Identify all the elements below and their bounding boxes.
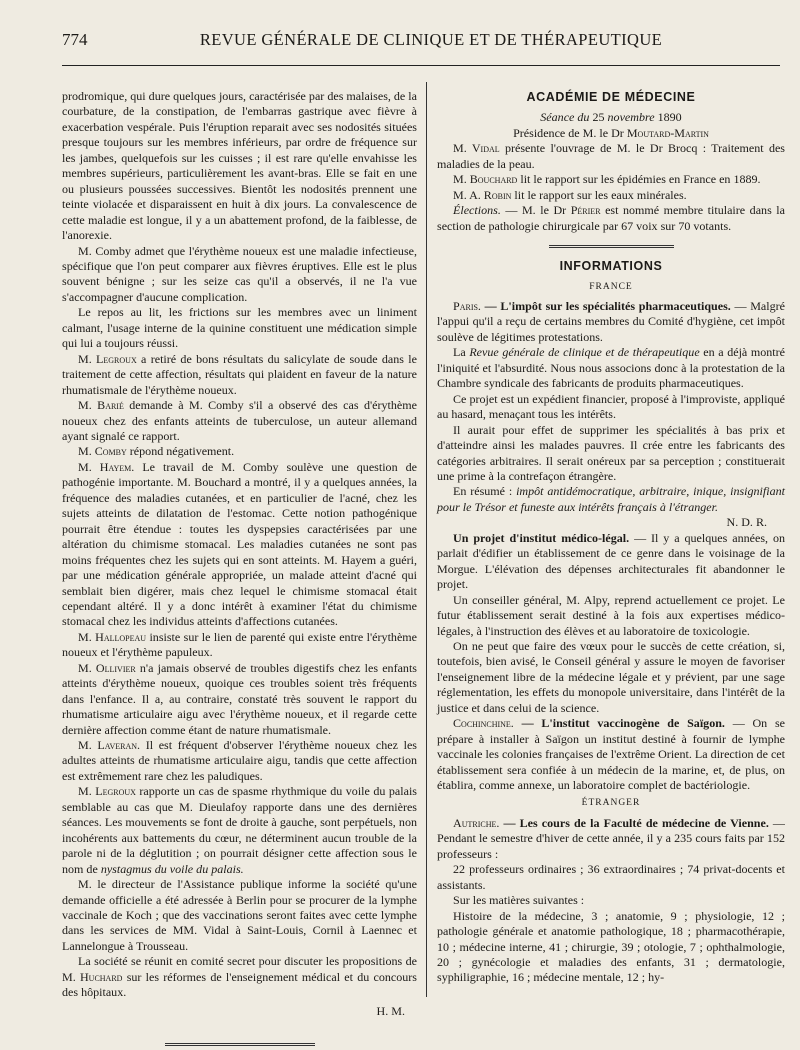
paragraph: [62, 630, 417, 661]
summary-italic: impôt antidémocratique, arbitraire, inique, insignifiant pour le Trésor et funeste aux intérêts français à l'étranger.: [437, 484, 785, 514]
paragraph-text: — Il y a quelques années, on parlait d'édifier un établissement de ce genre dans le voisinage de la Morgue. L'élévation des dépenses architecturales fit abandonner le projet.: [437, 530, 786, 592]
paragraph: [437, 299, 785, 345]
paragraph: M. le directeur de l'Assistance publique informe la société qu'une demande officielle a été adressée à Berlin pour se procurer de la lymphe vaccinale de Koch ; que des vaccinations seront faites avec cette lymphe dans les services de MM. Vidal à Saint-Louis, Cornil à Laennec et Lannelongue à Trousseau.: [62, 877, 417, 953]
paragraph: Le repos au lit, les frictions sur les membres avec un liniment calmant, l'usage interne de la quinine constituent une médication simple qui lui a toujours réussi.: [62, 305, 417, 351]
paragraph: Un conseiller général, M. Alpy, reprend actuellement ce projet. Le futur établissement serait destiné à la fois aux expertises médico-légales, à l'instruction des élèves et au laboratoire de toxicologie.: [437, 592, 785, 638]
editor-signature: N. D. R.: [726, 515, 767, 530]
paragraph-text: — Malgré l'appui qu'il a reçu de certains membres du Comité d'hygiène, cet impôt soulève de légitimes protestations.: [437, 298, 785, 344]
speaker-name: M. Legroux: [78, 784, 136, 799]
france-subheading: FRANCE: [589, 281, 633, 292]
speaker-name: M. Hayem.: [78, 459, 135, 474]
paragraph: [437, 188, 785, 203]
news-title: Un projet d'institut médico-légal.: [453, 530, 630, 545]
paragraph: [62, 661, 417, 738]
end-rule: [165, 1043, 315, 1046]
paragraph: Il aurait pour effet de supprimer les spécialités à bas prix et d'atteindre ainsi les malades pauvres. Il crée entre les fabricants des catégories arbitraires. Il serait onéreux par sa perception ; constituerait une prime à la contrefaçon étrangère.: [437, 422, 785, 483]
journal-name-italic: Revue générale de clinique et de thérapeutique: [469, 345, 700, 360]
speaker-name: M. Vidal: [453, 141, 500, 156]
paragraph: [62, 398, 417, 444]
paragraph-text: lit le rapport sur les eaux minérales.: [511, 187, 687, 202]
paragraph: M. Comby admet que l'érythème noueux est une maladie infectieuse, spécifique que l'on peut comparer aux fièvres éruptives. Elle est le plus souvent bénigne ; sur les seize cas qu'il a observés, il ne l'a vue s'accompagner d'aucune complication.: [62, 243, 417, 304]
paragraph-text: — Pendant le semestre d'hiver de cette année, il y a 235 cours faits par 152 professeurs :: [437, 815, 785, 861]
journal-title: REVUE GÉNÉRALE DE CLINIQUE ET DE THÉRAPEUTIQUE: [199, 30, 663, 49]
academy-heading: ACADÉMIE DE MÉDECINE: [526, 90, 696, 104]
paragraph: [62, 784, 417, 877]
paragraph-text: en a déjà montré l'iniquité et l'absurdité. Nous nous associons donc à la protestation de la Chambre syndicale des fabricants de produits pharmaceutiques.: [437, 345, 785, 391]
speaker-name: Périer: [570, 203, 601, 218]
running-header: [62, 30, 780, 52]
paragraph: [437, 716, 785, 793]
paragraph-text: demande à M. Comby s'il a observé des cas d'érythème noueux chez des enfants atteints de tuberculose, un auteur allemand ayant signalé ce rapport.: [62, 398, 417, 443]
paragraph-text: Le travail de M. Comby soulève une question de pathogénie importante. M. Bouchard a montré, il y a quelques années, la fréquence des maladies cutanées, et en particulier de l'acné, chez les sujets atteints de dilatation de l'estomac. Cette notion pathogénique pourrait être étendue : toutes les dyspepsies caractérisées par une altération du chimisme stomacal. Les maladies cutanées ne sont pas moins fréquentes chez les sujets qui en sont atteints. M. Hayem a guéri, par une médication générale appropriée, un malade atteint d'acné qui semblait bien digérer, mais chez lequel le chimisme stomacal était cependant altéré. Il y a donc intérêt à examiner l'état du chimisme stomacal chez les individus atteints d'affections cutanées.: [62, 459, 417, 629]
italic-term: nystagmus du voile du palais.: [100, 861, 244, 876]
news-title: — L'institut vaccinogène de Saïgon.: [513, 716, 725, 731]
section-rule: [549, 245, 674, 248]
session-month: novembre: [607, 110, 655, 125]
paragraph: Sur les matières suivantes :: [453, 893, 585, 908]
place-name: Cochinchine.: [453, 716, 514, 731]
session-year: 1890: [654, 110, 682, 125]
paragraph: [437, 816, 785, 862]
session-day: 25: [589, 110, 608, 125]
speaker-name: M. A. Robin: [453, 187, 512, 202]
paragraph: [437, 172, 785, 187]
paragraph-text: a retiré de bons résultats du salicylate de soude dans le traitement de cette affection, résultats qui plaident en faveur de la nature rhumatismale de l'érythème noueux.: [62, 351, 417, 397]
paragraph-text: est nommé membre titulaire dans la section de pathologie chirurgicale par 67 voix sur 70 votants.: [437, 203, 785, 233]
paragraph-text: insiste sur le lien de parenté qui existe entre l'érythème noueux et l'érythème papuleux.: [62, 629, 418, 660]
paragraph: [62, 738, 417, 784]
paragraph-text: La société se réunit en comité secret pour discuter les propositions de M.: [62, 954, 417, 984]
author-signature: H. M.: [376, 1003, 405, 1018]
paragraph: On ne peut que faire des vœux pour le succès de cette création, si, toutefois, bien avisé, le Conseil général y assure le moyen de favoriser l'enseignement libre de la médecine légale et y prévient, par une sage réglementation, les effets du monopole universitaire, dans l'intérêt de la justice et dans celui de la science.: [437, 638, 785, 715]
header-rule: [62, 65, 780, 66]
speaker-name: M. Barié: [78, 398, 124, 413]
speaker-name: M. Hallopeau: [78, 629, 147, 644]
president-name: Moutard-Martin: [626, 125, 709, 140]
paragraph: [437, 484, 785, 530]
speaker-name: M. Ollivier: [78, 660, 136, 675]
paragraph: [437, 531, 785, 593]
paragraph-text: n'a jamais observé de troubles digestifs chez les enfants atteints d'érythème noueux, quoique ces troubles soient très fréquents dans l'enfance. Il a, au contraire, constaté très souvent le rapport du rhumatisme articulaire aigu avec l'érythème noueux, et il regarde cette dernière affection comme étant de nature rhumatismale.: [62, 660, 417, 737]
presidency-line: [437, 126, 785, 141]
column-divider: [426, 82, 427, 997]
news-title: — Les cours de la Faculté de médecine de Vienne.: [499, 815, 769, 830]
paragraph: [62, 352, 417, 398]
news-title: — L'impôt sur les spécialités pharmaceutiques.: [480, 298, 731, 313]
session-label: Séance du: [540, 110, 590, 125]
paragraph: [437, 141, 785, 172]
foreign-subheading: ÉTRANGER: [581, 798, 641, 809]
paragraph: [437, 345, 785, 391]
paragraph: [62, 444, 417, 459]
presidency-label: Présidence de M. le Dr: [513, 125, 627, 140]
paragraph-text: En résumé :: [453, 484, 517, 499]
session-line: [437, 110, 785, 125]
paragraph: Ce projet est un expédient financier, proposé à l'improviste, appliqué au hasard, menaçant tous les intérêts.: [437, 391, 785, 422]
place-name: Autriche.: [453, 815, 500, 830]
paragraph-text: lit le rapport sur les épidémies en France en 1889.: [517, 172, 761, 187]
informations-heading: INFORMATIONS: [559, 259, 663, 274]
paragraph: prodromique, qui dure quelques jours, caractérisée par des malaises, de la courbature, de la constipation, de l'embarras gastrique avec fièvre à exacerbation vespérale. Puis l'éruption reparait avec ses nodosités situées presque toujours sur les membres inférieurs, par ordre de fréquence sur les jambes, quelquefois sur les cuisses ; il est rare qu'elle envahisse les membres supérieurs, particulièrement les avant-bras. Elle se fait en une ou plusieurs poussées successives. Bientôt les nodosités prennent une teinte violacée et disparaissent en huit à dix jours. La convalescence de cette maladie est longue, il y a un abattement profond, de la faiblesse, de l'anorexie.: [62, 89, 417, 243]
speaker-name: M. Bouchard: [453, 172, 518, 187]
speaker-name: Huchard: [79, 969, 123, 984]
paragraph: Histoire de la médecine, 3 ; anatomie, 9 ; physiologie, 12 ; pathologie générale et anatomie pathologique, 18 ; pharmacothérapie, 10 ; médecine interne, 41 ; chirurgie, 39 ; otologie, 7 ; ophthalmologie, 20 ; gynécologie et maladies des enfants, 31 ; dermatologie, syphiligraphie, 16 ; médecine mentale, 12 ; hy-: [437, 908, 785, 985]
page-number: 774: [62, 30, 88, 49]
paragraph-text: — On se prépare à installer à Saïgon un institut destiné à fournir de lymphe vaccinale les colonies françaises de l'extrême Orient. La direction de cet établissement sera confiée à un médecin de la marine, et, de plus, on établira, comme annexe, un laboratoire complet de bactériologie.: [437, 716, 785, 793]
place-name: Paris.: [453, 298, 481, 313]
paragraph-text: La: [453, 345, 470, 360]
paragraph: [62, 954, 417, 1000]
speaker-name: M. Laveran.: [78, 738, 141, 753]
paragraph: [62, 460, 417, 630]
paragraph: [437, 203, 785, 234]
right-column: [437, 89, 785, 986]
elections-label: Élections.: [453, 203, 501, 218]
paragraph-text: répond négativement.: [126, 444, 235, 459]
paragraph-text: présente l'ouvrage de M. le Dr Brocq : Traitement des maladies de la peau.: [437, 141, 786, 171]
speaker-name: M. Legroux: [78, 351, 137, 366]
paragraph-text: — M. le Dr: [500, 203, 571, 218]
paragraph-text: sur les réformes de l'enseignement médical et du concours des hôpitaux.: [62, 969, 417, 1000]
speaker-name: M. Comby: [78, 444, 127, 459]
paragraph-text: rapporte un cas de spasme rhythmique du voile du palais semblable au cas que M. Dieulafoy rapporte dans une des dernières séances. Les mouvements se font de droite à gauche, sont perpétuels, non incohérents aux battements du cœur, ne déterminent aucun trouble de la parole ni de la déglutition ; on pourrait désigner cette affection sous le nom de: [62, 784, 417, 876]
paragraph-text: Il est fréquent d'observer l'érythème noueux chez les adultes atteints de rhumatisme articulaire aigu, tandis que cette affection est extrêmement rare chez les paludiques.: [62, 738, 417, 783]
left-column: [62, 89, 417, 1046]
paragraph: 22 professeurs ordinaires ; 36 extraordinaires ; 74 privat-docents et assistants.: [437, 862, 785, 892]
